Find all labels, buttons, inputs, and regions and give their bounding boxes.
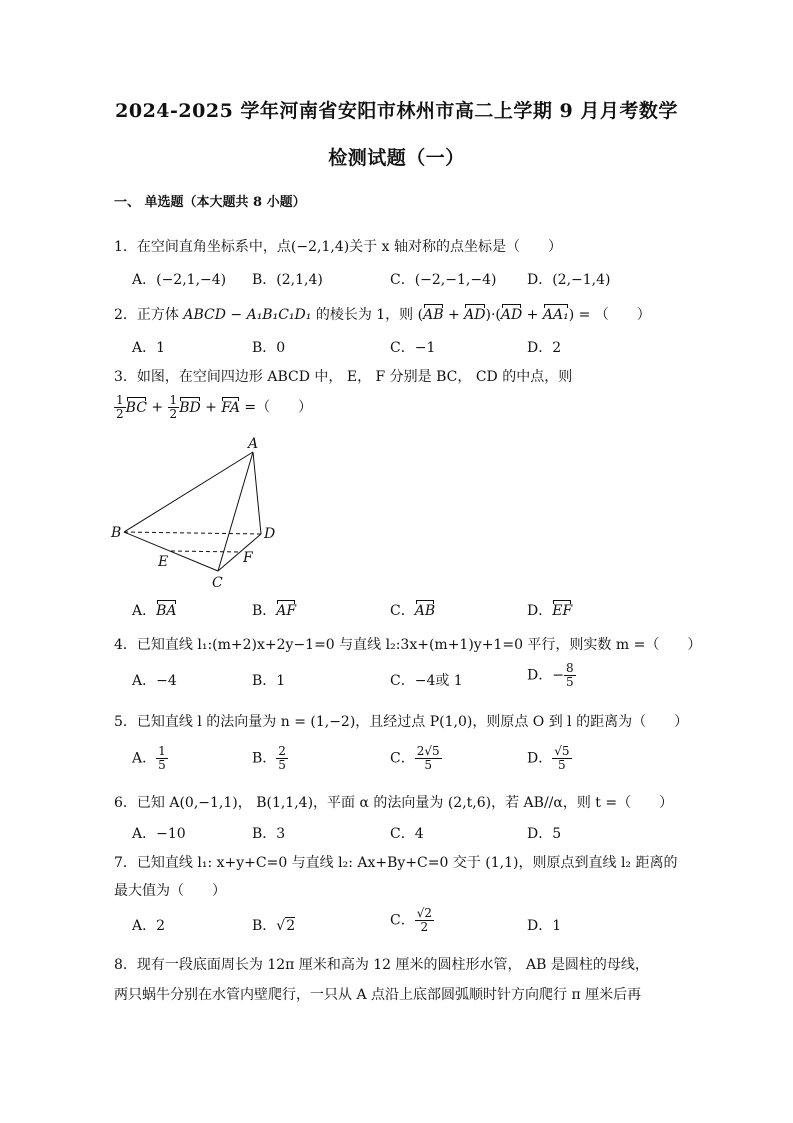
q1-option-d: D．(2,−1,4) <box>527 272 611 288</box>
q1-option-c: C．(−2,−1,−4) <box>390 272 497 288</box>
question-7-options <box>132 906 692 935</box>
q3-equals: =（ ） <box>239 399 313 416</box>
q3-vector-fa: FA <box>221 399 240 416</box>
question-5-options <box>132 744 692 773</box>
q2-option-a: A．1 <box>132 340 166 356</box>
label-e: E <box>158 554 169 570</box>
q4-option-c: C．−4或 1 <box>390 673 463 689</box>
q6-option-d: D．5 <box>527 826 562 842</box>
q3-option-c: C．AB <box>390 603 436 619</box>
question-1: 1．在空间直角坐标系中，点(−2,1,4)关于 x 轴对称的点坐标是（ ） <box>114 239 562 255</box>
question-2-options <box>132 337 692 357</box>
q2-option-c: C．−1 <box>390 340 436 356</box>
q1-option-a: A．(−2,1,−4) <box>132 272 227 288</box>
question-6: 6．已知 A(0,−1,1)， B(1,1,4)，平面 α 的法向量为 (2,t,6)，若 AB//α，则 t =（ ） <box>114 795 674 811</box>
q4-option-a: A．−4 <box>132 673 177 689</box>
q7-option-a: A．2 <box>132 918 166 934</box>
q5-option-c: C． $\frac{2√5}{5}$ <box>390 744 440 773</box>
tetrahedron-figure <box>110 434 290 594</box>
q7-option-b: B．√2 <box>252 918 296 934</box>
q3-half-2: $\frac{1}{2}$ <box>169 393 178 422</box>
q1-option-b: B．(2,1,4) <box>252 272 323 288</box>
q2-vector-ad-2: AD <box>500 307 523 323</box>
question-3: 3．如图，在空间四边形 ABCD 中， E， F 分别是 BC， CD 的中点，则 <box>114 369 573 385</box>
q2-option-b: B．0 <box>252 340 286 356</box>
q3-option-a: A．BA <box>132 603 177 619</box>
q3-option-b: B．AF <box>252 603 297 619</box>
question-7-line1: 7．已知直线 l₁: x+y+C=0 与直线 l₂: Ax+By+C=0 交于 (1,1)，则原点到直线 l₂ 距离的 <box>114 855 678 871</box>
q2-dot: )·( <box>485 307 501 323</box>
q4-option-b: B．1 <box>252 673 286 689</box>
q3-vector-bc: BC <box>125 399 147 416</box>
q2-vector-ab: AB <box>423 307 444 323</box>
label-d: D <box>264 526 276 542</box>
q2-prefix: 2．正方体 <box>114 307 184 323</box>
q2-vector-ad: AD <box>464 307 486 323</box>
q2-plus-2: + <box>522 307 543 323</box>
question-7-line2: 最大值为（ ） <box>114 883 226 899</box>
exam-title-line1: 2024-2025 学年河南省安阳市林州市高二上学期 9 月月考数学 <box>115 100 678 122</box>
question-5: 5．已知直线 l 的法向量为 n = (1,−2)，且经过点 P(1,0)，则原点 O 到 l 的距离为（ ） <box>114 714 689 730</box>
q3-half-1: $\frac{1}{2}$ <box>116 393 124 422</box>
question-6-options <box>132 823 692 843</box>
q6-option-b: B．3 <box>252 826 286 842</box>
q2-mid: 的棱长为 1，则 ( <box>311 307 424 323</box>
segment-ef <box>171 551 240 552</box>
q2-suffix: ) = （ ） <box>568 307 651 323</box>
q4-option-d: D．− $\frac{8}{5}$ <box>527 661 574 690</box>
label-a: A <box>248 436 259 452</box>
edge-ad <box>253 452 261 534</box>
exam-title-line2: 检测试题（一） <box>328 147 465 169</box>
q3-vector-bd: BD <box>179 399 201 416</box>
q3-plus-2: + <box>200 399 222 416</box>
q5-option-a: A． $\frac{1}{5}$ <box>132 744 166 773</box>
edge-cd <box>218 534 261 571</box>
q2-option-d: D．2 <box>527 340 562 356</box>
question-8-line2: 两只蜗牛分别在水管内壁爬行，一只从 A 点沿上底部圆弧顺时针方向爬行 π 厘米后再 <box>114 987 642 1003</box>
question-4-options <box>132 661 692 690</box>
q2-cube: ABCD − A₁B₁C₁D₁ <box>183 307 312 323</box>
q6-option-c: C．4 <box>390 826 424 842</box>
q3-plus: + <box>146 399 168 416</box>
q5-option-d: D． $\frac{√5}{5}$ <box>527 744 570 773</box>
q3-option-d: D．EF <box>527 603 573 619</box>
q7-option-c: C． $\frac{√2}{2}$ <box>390 906 432 935</box>
label-b: B <box>111 525 122 541</box>
edge-bd <box>124 532 261 534</box>
label-c: C <box>212 575 223 591</box>
q6-option-a: A．−10 <box>132 826 186 842</box>
question-1-options <box>132 269 692 289</box>
q7-option-d: D．1 <box>527 918 562 934</box>
question-8-line1: 8．现有一段底面周长为 12π 厘米和高为 12 厘米的圆柱形水管， AB 是圆柱的母线， <box>114 957 649 973</box>
q2-plus: + <box>443 307 465 323</box>
section-heading: 一、 单选题（本大题共 8 小题） <box>114 195 306 210</box>
edge-ab <box>124 452 253 532</box>
question-4: 4．已知直线 l₁:(m+2)x+2y−1=0 与直线 l₂:3x+(m+1)y+1=0 平行，则实数 m =（ ） <box>114 637 702 653</box>
question-2 <box>114 304 651 324</box>
q2-vector-aa1: AA₁ <box>542 307 569 323</box>
q5-option-b: B． $\frac{2}{5}$ <box>252 744 286 773</box>
question-3-expression <box>114 394 312 421</box>
label-f: F <box>243 550 253 566</box>
question-3-options <box>132 600 692 620</box>
